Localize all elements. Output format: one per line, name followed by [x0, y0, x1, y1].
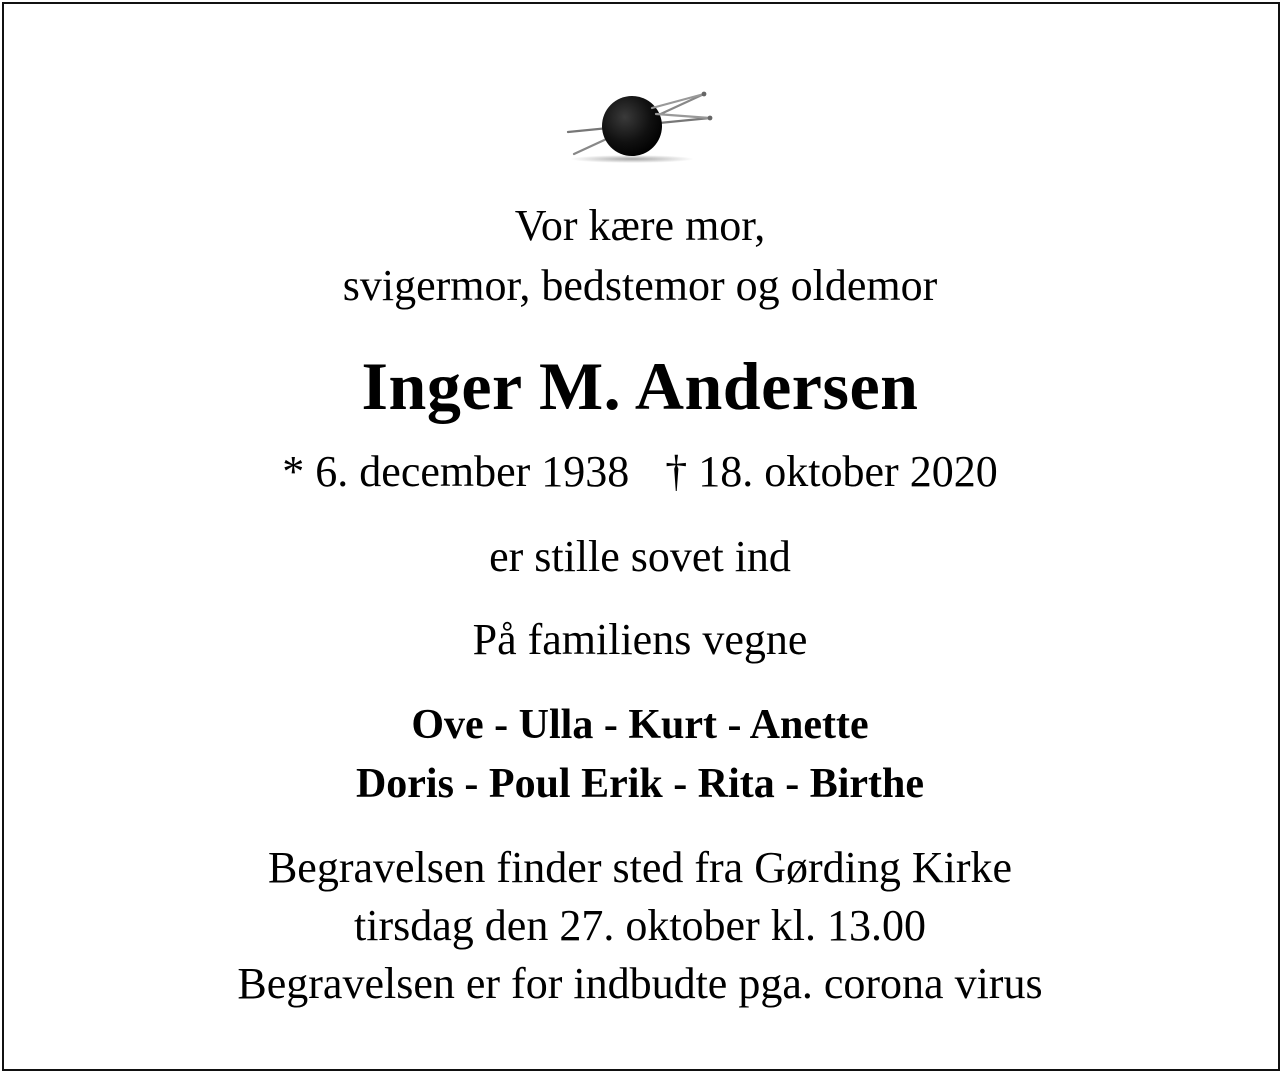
family-line-2: Doris - Poul Erik - Rita - Birthe: [355, 761, 925, 807]
life-dates: [0, 447, 1280, 496]
yarn-ball-with-knitting-needles-icon: [560, 86, 720, 166]
birth-date: * 6. december 1938: [282, 447, 630, 496]
family-line-1: Ove - Ulla - Kurt - Anette: [411, 702, 869, 748]
funeral-line-1: Begravelsen finder sted fra Gørding Kirke: [267, 843, 1013, 892]
death-date: † 18. oktober 2020: [665, 447, 998, 496]
intro-line-2: svigermor, bedstemor og oldemor: [342, 261, 938, 310]
intro-line-1: Vor kære mor,: [514, 201, 766, 250]
funeral-line-3: Begravelsen er for indbudte pga. corona virus: [237, 959, 1043, 1008]
signoff-line: På familiens vegne: [472, 615, 808, 664]
funeral-line-2: tirsdag den 27. oktober kl. 13.00: [354, 901, 926, 950]
message-line: er stille sovet ind: [489, 532, 791, 581]
deceased-name: Inger M. Andersen: [361, 348, 919, 424]
